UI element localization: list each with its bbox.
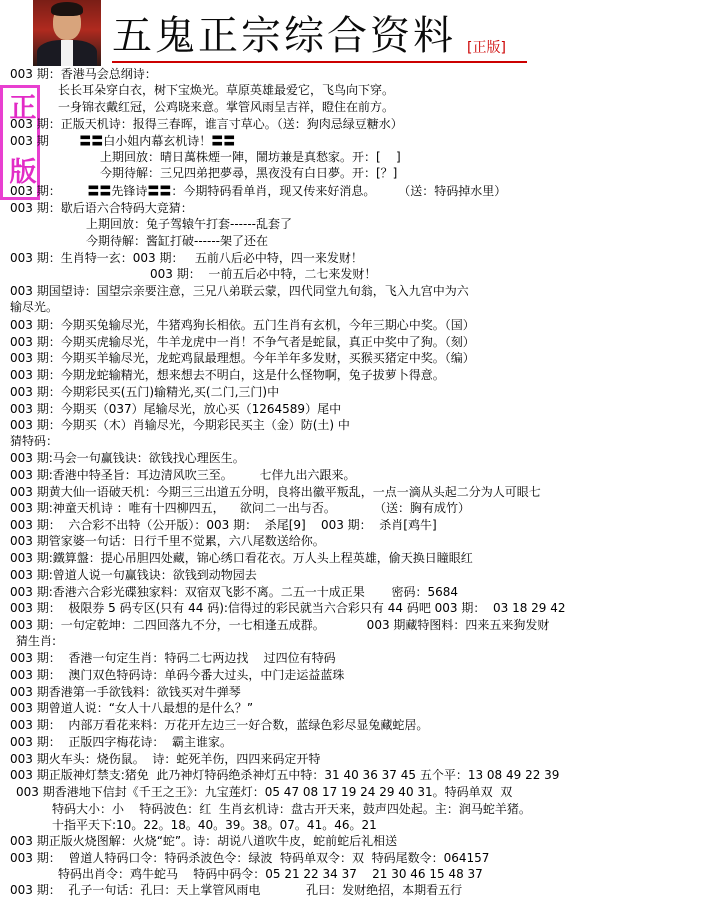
text-line: 猜生肖:: [16, 634, 57, 648]
page-title: 五鬼正宗综合资料: [112, 13, 456, 59]
text-line: 003 期:神童天机诗 ：唯有十四柳四五， 欲问二一出与否。 （送：胸有成竹）: [10, 501, 470, 515]
text-line: 输尽光。: [10, 300, 59, 314]
text-line: 003 期香港第一手欲钱料：欲钱买对牛弹琴: [10, 685, 241, 699]
text-line: 003 期 〓〓白小姐内幕玄机诗！〓〓: [10, 134, 236, 148]
text-line: 003 期：今期彩民买(五门)输精光,买(二门,三门)中: [10, 385, 280, 399]
text-line: 003 期：今期买羊输尽光，龙蛇鸡鼠最理想。今年羊年多发财，买猴买猪定中奖。（编）: [10, 351, 475, 365]
text-line: 003 期国望诗：国望宗亲要注意，三兄八弟联云蒙，四代同堂九旬翁，飞入九宫中为六: [10, 284, 469, 298]
text-line: 003 期：今期龙蛇输精光，想来想去不明白，这是什么怪物啊，兔子拔萝卜得意。: [10, 368, 445, 382]
text-line: 003 期：今期买（木）肖输尽光，今期彩民买主（金）防(土) 中: [10, 418, 350, 432]
avatar-shirt: [61, 40, 73, 66]
text-line: 003 期:鐵算盤：提心吊胆四处藏，锦心绣口看花衣。万人头上程英雄，偷天换日瞳眼红: [10, 551, 473, 565]
text-line: 003 期:香港六合彩光碟独家料：双宿双飞影不离。二五一十成正果 密码：5684: [10, 585, 459, 599]
page-header: [0, 0, 720, 66]
text-line: 特码大小：小 特码波色：红 生肖玄机诗：盘古开天来，鼓声四处起。主：润马蛇羊猪。: [52, 802, 531, 816]
text-line: 003 期:马会一句赢钱诀：欲钱找心理医生。: [10, 451, 245, 465]
text-line: 003 期： 内部万看花来料：万花开左边三一好合数，蓝绿色彩尽显兔藏蛇居。: [10, 718, 429, 732]
text-line: 003 期： 曾道人特码口令：特码杀波色令：绿波 特码单双令：双 特码尾数令：064157: [10, 851, 490, 865]
text-line: 003 期:香港中特圣旨：耳边清风吹三至。 七伴九出六跟来。: [10, 468, 356, 482]
text-line: 003 期：香港马会总纲诗：: [10, 67, 157, 81]
text-line: 003 期： 〓〓先锋诗〓〓：今期特码看单肖，现又传来好消息。 （送：特码掉水里）: [10, 184, 507, 198]
text-line: 十指平天下:10。22。18。40。39。38。07。41。46。21: [52, 818, 377, 832]
text-line: 一身锦衣戴红冠，公鸡晓来意。掌管风雨呈吉祥，瞪住在前方。: [58, 100, 395, 114]
text-line: 003 期： 香港一句定生肖：特码二七两边找 过四位有特码: [10, 651, 336, 665]
text-line: 003 期：正版天机诗：报得三春晖，谁言寸草心。（送：狗肉忌绿豆糖水）: [10, 117, 403, 131]
edition-badge: [正版]: [467, 40, 506, 56]
title-underline: [112, 61, 527, 63]
text-line: 003 期管家婆一句话：日行千里不觉累，六八尾数送给你。: [10, 534, 325, 548]
text-line: 003 期： 澳门双色特码诗：单码今番大过头，中门走运益蓝珠: [10, 668, 345, 682]
avatar: [33, 0, 101, 66]
text-line: 003 期： 一前五后必中特，二七来发财！: [150, 267, 377, 281]
text-line: 003 期： 孔子一句话：孔曰：天上掌管风雨电 孔曰：发财绝招，本期看五行: [10, 883, 463, 897]
text-line: 003 期:曾道人说一句赢钱诀：欲钱到动物园去: [10, 568, 257, 582]
text-line: 003 期曾道人说：“女人十八最想的是什么？”: [10, 701, 254, 715]
text-line: 003 期： 正版四字梅花诗： 霸主谁家。: [10, 735, 232, 749]
text-line: 003 期：一句定乾坤：二四回落九不分，一七相逢五成群。 003 期藏特图料：四来五来狗发财: [10, 618, 550, 632]
text-line: 003 期：歇后语六合特码大竞猜：: [10, 201, 193, 215]
text-line: 003 期正版神灯禁支:猪免 此乃神灯特码绝杀神灯五中特：31 40 36 37 45 五个平：13 08 49 22 39: [10, 768, 560, 782]
text-line: 003 期黄大仙一语破天机：今期三三出道五分明，良将出徽平叛乱，一点一滴从头起二分为人可眼七: [10, 485, 541, 499]
text-line: 003 期：今期买（037）尾输尽光，放心买（1264589）尾中: [10, 402, 342, 416]
avatar-hair: [51, 2, 83, 16]
text-line: 上期回放：兔子驾辕午打套------乱套了: [86, 217, 292, 231]
side-char-1: 正: [9, 93, 37, 124]
text-line: 长长耳朵穿白衣，树下宝焕光。草原英雄最爱它，飞鸟向下穿。: [58, 83, 395, 97]
text-line: 003 期： 六合彩不出特（公开版）：003 期： 杀尾[9] 003 期： 杀肖[鸡牛]: [10, 518, 437, 532]
text-line: 今期待解：三兄四弟把夢尋，黑夜没有白日夢。开：[？]: [100, 166, 398, 180]
text-line: 今期待解：酱缸打破------架了还在: [86, 234, 268, 248]
side-char-2: 版: [9, 157, 37, 188]
text-line: 003 期： 极限券 5 码专区(只有 44 码):信得过的彩民就当六合彩只有 44 码吧 003 期： 03 18 29 42: [10, 601, 566, 615]
text-line: 003 期：今期买虎输尽光，牛羊龙虎中一肖！不争气者是蛇鼠，真正中奖中了狗。（刻）: [10, 335, 475, 349]
text-line: 003 期香港地下信封《千王之王》：九宝莲灯：05 47 08 17 19 24 29 40 31。特码单双 双: [16, 785, 513, 799]
text-line: 上期回放：晴日萬株煙一陣，鬧坊兼是真愁家。开：[ ]: [100, 150, 401, 164]
text-line: 003 期：生肖特一玄：003 期： 五前八后必中特，四一来发财！: [10, 251, 363, 265]
text-line: 特码出肖令：鸡牛蛇马 特码中码令：05 21 22 34 37 21 30 46 15 48 37: [58, 867, 483, 881]
text-line: 003 期：今期买兔输尽光，牛猪鸡狗长相依。五门生肖有玄机，今年三期心中奖。（国）: [10, 318, 475, 332]
text-line: 003 期正版火烧图解：火烧“蛇”。诗：胡说八道吹牛皮，蛇前蛇后礼相送: [10, 834, 398, 848]
text-line: 003 期火车头：烧伤鼠。 诗：蛇死羊伤，四四来码定开特: [10, 752, 321, 766]
text-line: 猜特码：: [10, 434, 59, 448]
